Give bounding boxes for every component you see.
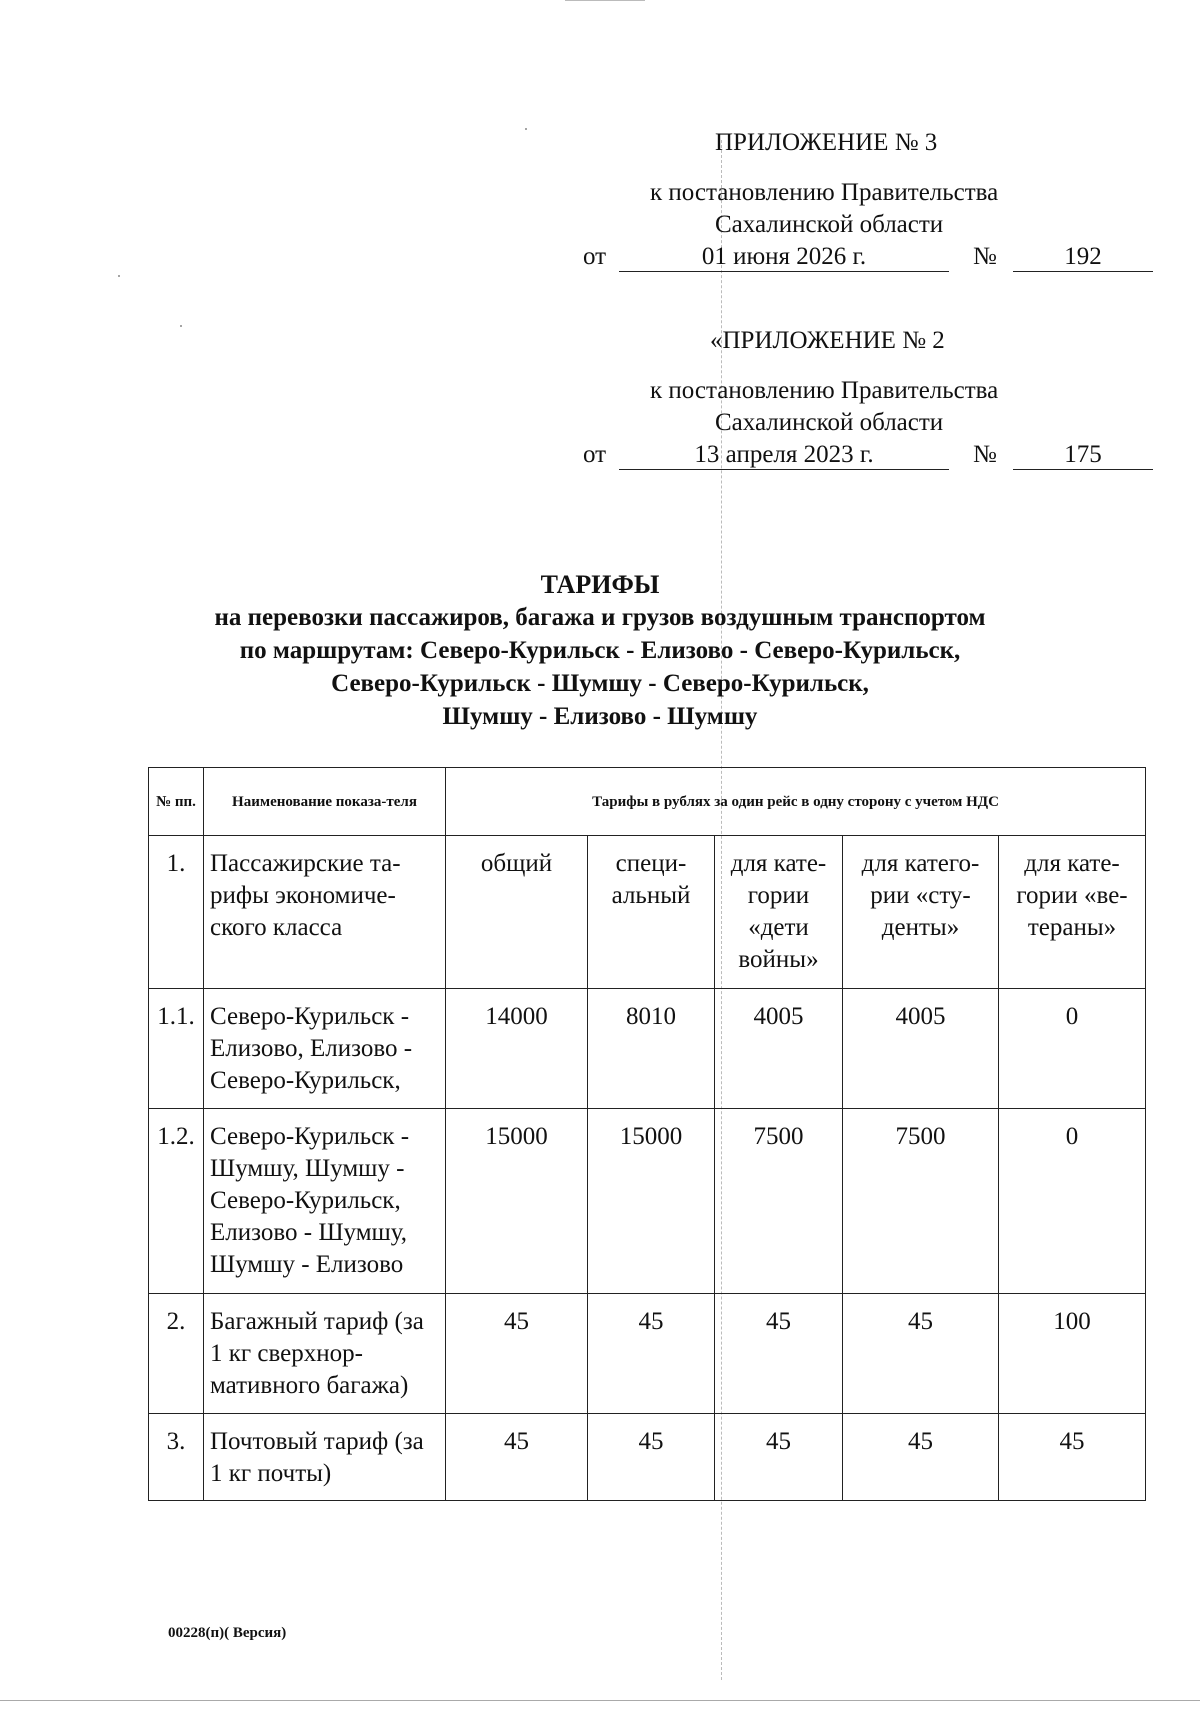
cell-students: для катего-рии «сту-денты» — [843, 836, 999, 989]
heading-line4: Шумшу - Елизово - Шумшу — [442, 703, 758, 730]
scan-artifact-top — [565, 0, 645, 1]
cell-students: 7500 — [843, 1109, 999, 1294]
table-header-row — [149, 768, 1146, 836]
row-name: Почтовый тариф (за 1 кг почты) — [204, 1414, 446, 1501]
cell-students: 45 — [843, 1414, 999, 1501]
appendix-old-line2: Сахалинской области — [715, 409, 944, 436]
cell-general: 14000 — [446, 989, 588, 1109]
document-code: 00228(п)( Версия) — [168, 1625, 287, 1641]
row-name: Багажный тариф (за 1 кг сверхнор-мативного багажа) — [204, 1294, 446, 1414]
cell-students: 4005 — [843, 989, 999, 1109]
row-num: 2. — [149, 1294, 204, 1414]
appendix-old-date-row — [583, 439, 1143, 471]
appendix-new-title: ПРИЛОЖЕНИЕ № 3 — [715, 129, 938, 156]
header-num: № пп. — [149, 768, 204, 836]
appendix-new-date: 01 июня 2026 г. — [619, 241, 949, 272]
document-title: ТАРИФЫ — [540, 570, 660, 599]
scan-speck — [180, 325, 182, 327]
appendix-new-date-row — [583, 241, 1143, 273]
cell-general: 15000 — [446, 1109, 588, 1294]
appendix-old-title: «ПРИЛОЖЕНИЕ № 2 — [710, 327, 945, 354]
row-num: 1.1. — [149, 989, 204, 1109]
cell-general: 45 — [446, 1414, 588, 1501]
appendix-new-line1: к постановлению Правительства — [650, 179, 999, 206]
cell-special: 8010 — [588, 989, 715, 1109]
appendix-old-date: 13 апреля 2023 г. — [619, 439, 949, 470]
number-sign: № — [973, 243, 997, 270]
row-num: 1.2. — [149, 1109, 204, 1294]
table-row — [149, 989, 1146, 1109]
scan-speck — [525, 128, 527, 130]
appendix-new-number: 192 — [1013, 241, 1153, 272]
cell-war-children: 4005 — [715, 989, 843, 1109]
table-row — [149, 1109, 1146, 1294]
table-row — [149, 836, 1146, 989]
cell-war-children: 7500 — [715, 1109, 843, 1294]
cell-special: 15000 — [588, 1109, 715, 1294]
row-num: 3. — [149, 1414, 204, 1501]
scan-artifact-bottom — [0, 1700, 1200, 1701]
heading-line1: на перевозки пассажиров, багажа и грузов воздушным транспортом — [214, 604, 986, 631]
cell-veterans: 100 — [999, 1294, 1146, 1414]
appendix-new-line2: Сахалинской области — [715, 211, 944, 238]
cell-veterans: 45 — [999, 1414, 1146, 1501]
cell-veterans: 0 — [999, 1109, 1146, 1294]
row-name: Северо-Курильск - Шумшу, Шумшу - Северо-Курильск, Елизово - Шумшу, Шумшу - Елизово — [204, 1109, 446, 1294]
table-row — [149, 1414, 1146, 1501]
row-name: Пассажирские та-рифы экономиче-ского класса — [204, 836, 446, 989]
appendix-old-number: 175 — [1013, 439, 1153, 470]
cell-general: 45 — [446, 1294, 588, 1414]
cell-veterans: 0 — [999, 989, 1146, 1109]
date-prefix: от — [583, 441, 607, 468]
cell-war-children: для кате-гории «дети войны» — [715, 836, 843, 989]
row-name: Северо-Курильск - Елизово, Елизово - Северо-Курильск, — [204, 989, 446, 1109]
cell-veterans: для кате-гории «ве-тераны» — [999, 836, 1146, 989]
heading-line3: Северо-Курильск - Шумшу - Северо-Курильск, — [331, 670, 869, 697]
tariffs-table — [148, 767, 1146, 1501]
cell-war-children: 45 — [715, 1294, 843, 1414]
number-sign: № — [973, 441, 997, 468]
date-prefix: от — [583, 243, 607, 270]
header-name: Наименование показа-теля — [204, 768, 446, 836]
cell-students: 45 — [843, 1294, 999, 1414]
appendix-old-line1: к постановлению Правительства — [650, 377, 999, 404]
scan-speck — [118, 275, 120, 277]
header-tariffs: Тарифы в рублях за один рейс в одну сторону с учетом НДС — [446, 768, 1146, 836]
cell-special: 45 — [588, 1414, 715, 1501]
cell-general: общий — [446, 836, 588, 989]
cell-special: 45 — [588, 1294, 715, 1414]
table-row — [149, 1294, 1146, 1414]
heading-line2: по маршрутам: Северо-Курильск - Елизово - Северо-Курильск, — [239, 637, 961, 664]
document-heading — [150, 568, 1050, 733]
row-num: 1. — [149, 836, 204, 989]
cell-special: специ-альный — [588, 836, 715, 989]
cell-war-children: 45 — [715, 1414, 843, 1501]
